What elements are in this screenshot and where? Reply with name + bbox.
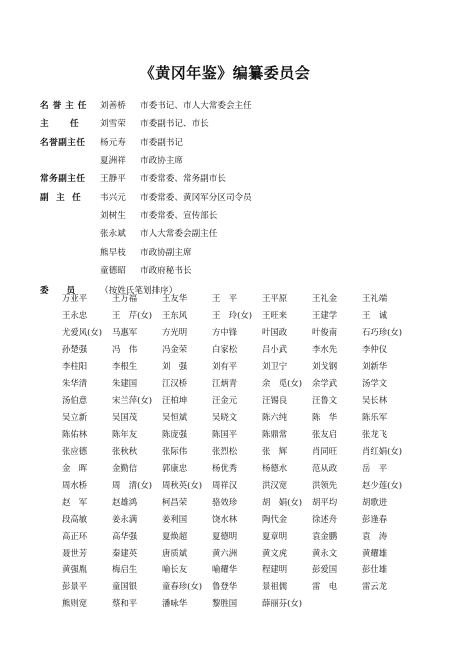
member-name: 马惠军: [112, 327, 138, 338]
role-row: [40, 187, 420, 205]
member-row: [62, 527, 412, 544]
member-name: 陈佑林: [62, 428, 88, 439]
member-name: 孙楚强: [62, 344, 88, 355]
member-name: 王 诚: [362, 310, 388, 321]
member-name: 周祥汉: [212, 479, 238, 490]
member-name: 彭爱国: [312, 564, 338, 575]
role-row: [40, 96, 420, 114]
member-name: 吴恒斌: [162, 412, 188, 423]
member-name: 杨德水: [262, 462, 288, 473]
member-name: 骆效珍: [212, 496, 238, 507]
member-name: 饶水林: [212, 513, 238, 524]
member-name: 张 辉: [262, 445, 288, 456]
person-name: 夏洲祥: [100, 156, 126, 167]
member-row: [62, 578, 412, 595]
member-name: 江炳青: [212, 378, 238, 389]
member-row: [62, 358, 412, 375]
member-name: 王建学: [312, 310, 338, 321]
member-name: 吴长林: [362, 395, 388, 406]
role-row: [40, 224, 420, 242]
member-name: 汤学文: [362, 378, 388, 389]
member-name: 张际伟: [162, 445, 188, 456]
member-name: 雷 电: [312, 581, 338, 592]
member-name: 姜利国: [162, 513, 188, 524]
member-name: 宋兰萍(女): [112, 395, 153, 406]
member-name: 陈六纯: [262, 412, 288, 423]
member-name: 程建明: [262, 564, 288, 575]
member-name: 段高敏: [62, 513, 88, 524]
person-title: 市委书记、市人大常委会主任: [140, 101, 252, 112]
member-name: 胡平均: [312, 496, 338, 507]
member-name: 汪金元: [212, 395, 238, 406]
member-name: 夏焕超: [162, 530, 188, 541]
role-row: [40, 169, 420, 187]
member-name: 刘有平: [212, 361, 238, 372]
member-name: 童春珍(女): [162, 581, 203, 592]
member-name: 袁 涛: [362, 530, 388, 541]
member-name: 胡歌进: [362, 496, 388, 507]
members-note: （按姓氏笔划排序）: [100, 285, 178, 296]
member-name: 王友华: [162, 293, 188, 304]
person-title: 市委常委、宣传部长: [140, 210, 218, 221]
member-name: 熊则宽: [62, 598, 88, 609]
member-name: 潘咏华: [162, 598, 188, 609]
role-label: 主 任: [40, 119, 80, 130]
member-name: 张烈松: [212, 445, 238, 456]
member-name: 童国银: [112, 581, 138, 592]
role-row: [40, 206, 420, 224]
member-name: 陶代金: [262, 513, 288, 524]
member-name: 陈庞强: [162, 428, 188, 439]
member-name: 石巧珍(女): [362, 327, 403, 338]
member-name: 喻长友: [162, 564, 188, 575]
member-row: [62, 426, 412, 443]
member-name: 金 晖: [62, 462, 88, 473]
member-name: 张龙飞: [362, 428, 388, 439]
member-row: [62, 290, 412, 307]
member-name: 尤爱风(女): [62, 327, 103, 338]
member-name: 袁金鹏: [312, 530, 338, 541]
member-name: 王礼金: [312, 293, 338, 304]
member-name: 岳 平: [362, 462, 388, 473]
person-name: 张永斌: [100, 229, 126, 240]
members-label: 委 员: [40, 285, 76, 296]
person-name: 刘善桥: [100, 101, 126, 112]
member-name: 汤伯意: [62, 395, 88, 406]
person-title: 市政协副主席: [140, 247, 192, 258]
member-name: 王 平: [212, 293, 238, 304]
member-name: 张应德: [62, 445, 88, 456]
member-name: 冯 伟: [112, 344, 138, 355]
member-row: [62, 459, 412, 476]
member-name: 王万福: [112, 293, 138, 304]
person-title: 市委常委、黄冈军分区司令员: [140, 192, 252, 203]
member-row: [62, 324, 412, 341]
member-row: [62, 595, 412, 612]
person-title: 市委副书记、市长: [140, 119, 209, 130]
member-name: 黄耀雄: [362, 547, 388, 558]
person-title: 市政府秘书长: [140, 265, 192, 276]
member-name: 吕小武: [262, 344, 288, 355]
member-name: 金勤信: [112, 462, 138, 473]
members-grid: [62, 290, 412, 612]
person-name: 韦兴元: [100, 192, 126, 203]
member-name: 余学武: [312, 378, 338, 389]
member-name: 彭逢春: [362, 513, 388, 524]
role-row: [40, 261, 420, 279]
member-name: 方中锋: [212, 327, 238, 338]
member-row: [62, 307, 412, 324]
member-name: 周水桥: [62, 479, 88, 490]
member-name: 朱华清: [62, 378, 88, 389]
person-name: 杨元寿: [100, 137, 126, 148]
person-title: 市委常委、常务副市长: [140, 174, 226, 185]
member-name: 吴立新: [62, 412, 88, 423]
member-name: 江汉桥: [162, 378, 188, 389]
member-name: 刘戈钢: [312, 361, 338, 372]
member-name: 杨优秀: [212, 462, 238, 473]
member-row: [62, 493, 412, 510]
member-name: 陈国平: [212, 428, 238, 439]
person-name: 熊早枝: [100, 247, 126, 258]
member-row: [62, 561, 412, 578]
member-name: 赵少莲(女): [362, 479, 403, 490]
member-name: 景祖儒: [262, 581, 288, 592]
member-name: 刘 强: [162, 361, 188, 372]
person-title: 市人大常委会副主任: [140, 229, 218, 240]
member-name: 聂世芳: [62, 547, 88, 558]
member-name: 唐质斌: [162, 547, 188, 558]
member-name: 徐述舟: [312, 513, 338, 524]
member-name: 赵 军: [62, 496, 88, 507]
member-name: 黄六洲: [212, 547, 238, 558]
member-name: 柯昌荣: [162, 496, 188, 507]
member-row: [62, 476, 412, 493]
role-label: 名 誉 主 任: [40, 101, 87, 112]
member-name: 雷云龙: [362, 581, 388, 592]
member-name: 刘新华: [362, 361, 388, 372]
role-label: 名誉副主任: [40, 137, 86, 148]
member-name: 陈乐军: [362, 412, 388, 423]
member-name: 万亚平: [62, 293, 88, 304]
role-label: 常务副主任: [40, 174, 86, 185]
person-name: 刘雪荣: [100, 119, 126, 130]
member-name: 王东风: [162, 310, 188, 321]
member-name: 肖同旺: [312, 445, 338, 456]
member-name: 吴晓文: [212, 412, 238, 423]
member-name: 黄永文: [312, 547, 338, 558]
person-title: 市委副书记: [140, 137, 183, 148]
member-row: [62, 392, 412, 409]
member-name: 陈鼎常: [262, 428, 288, 439]
page-title: 《黄冈年鉴》编纂委员会: [139, 64, 311, 82]
role-row: [40, 151, 420, 169]
member-row: [62, 409, 412, 426]
member-name: 叶国政: [262, 327, 288, 338]
member-name: 洪领先: [312, 479, 338, 490]
member-name: 梅启生: [112, 564, 138, 575]
member-row: [62, 510, 412, 527]
member-name: 范从政: [312, 462, 338, 473]
member-name: 汪柏坤: [162, 395, 188, 406]
member-name: 吴国茂: [112, 412, 138, 423]
member-name: 高正环: [62, 530, 88, 541]
member-name: 胡 娟(女): [262, 496, 303, 507]
member-name: 肖红娟(女): [362, 445, 403, 456]
role-row: [40, 242, 420, 260]
member-name: 黄强胤: [62, 564, 88, 575]
person-name: 童德昭: [100, 265, 126, 276]
member-row: [62, 375, 412, 392]
member-name: 鲁登华: [212, 581, 238, 592]
member-name: 王 芹(女): [112, 310, 153, 321]
member-name: 夏章明: [262, 530, 288, 541]
member-name: 冯金荣: [162, 344, 188, 355]
member-name: 李仲仪: [362, 344, 388, 355]
member-name: 郭康忠: [162, 462, 188, 473]
role-label: 副 主 任: [40, 192, 82, 203]
member-name: 李柱阳: [62, 361, 88, 372]
member-name: 汪锡良: [262, 395, 288, 406]
member-name: 夏德明: [212, 530, 238, 541]
member-name: 黄文虎: [262, 547, 288, 558]
member-name: 赵雄鸿: [112, 496, 138, 507]
role-row: [40, 114, 420, 132]
member-name: 高华强: [112, 530, 138, 541]
member-name: 陈 华: [312, 412, 338, 423]
role-row: [40, 133, 420, 151]
member-name: 蔡和平: [112, 598, 138, 609]
member-name: 李根生: [112, 361, 138, 372]
member-name: 姜永满: [112, 513, 138, 524]
member-name: 喻耀华: [212, 564, 238, 575]
member-name: 汪鲁文: [312, 395, 338, 406]
member-row: [62, 544, 412, 561]
person-title: 市政协主席: [140, 156, 183, 167]
member-name: 余 觅(女): [262, 378, 303, 389]
member-name: 朱建国: [112, 378, 138, 389]
member-name: 李水先: [312, 344, 338, 355]
member-name: 张秋秋: [112, 445, 138, 456]
member-name: 王礼端: [362, 293, 388, 304]
member-name: 薛丽芬(女): [262, 598, 303, 609]
member-name: 张友启: [312, 428, 338, 439]
member-name: 王 玲(女): [212, 310, 253, 321]
member-name: 黎胜国: [212, 598, 238, 609]
member-name: 刘卫宁: [262, 361, 288, 372]
member-name: 彭景平: [62, 581, 88, 592]
member-name: 周秋英(女): [162, 479, 203, 490]
roles-section: [40, 96, 420, 299]
member-name: 王永忠: [62, 310, 88, 321]
member-name: 秦建英: [112, 547, 138, 558]
member-name: 白家松: [212, 344, 238, 355]
member-name: 方光明: [162, 327, 188, 338]
person-name: 刘树生: [100, 210, 126, 221]
person-name: 王静平: [100, 174, 126, 185]
member-name: 王平原: [262, 293, 288, 304]
member-name: 陈年友: [112, 428, 138, 439]
member-row: [62, 341, 412, 358]
member-name: 周 清(女): [112, 479, 153, 490]
member-name: 彭仕雄: [362, 564, 388, 575]
member-name: 叶俊南: [312, 327, 338, 338]
member-row: [62, 442, 412, 459]
member-name: 洪汉宽: [262, 479, 288, 490]
member-name: 王旺来: [262, 310, 288, 321]
